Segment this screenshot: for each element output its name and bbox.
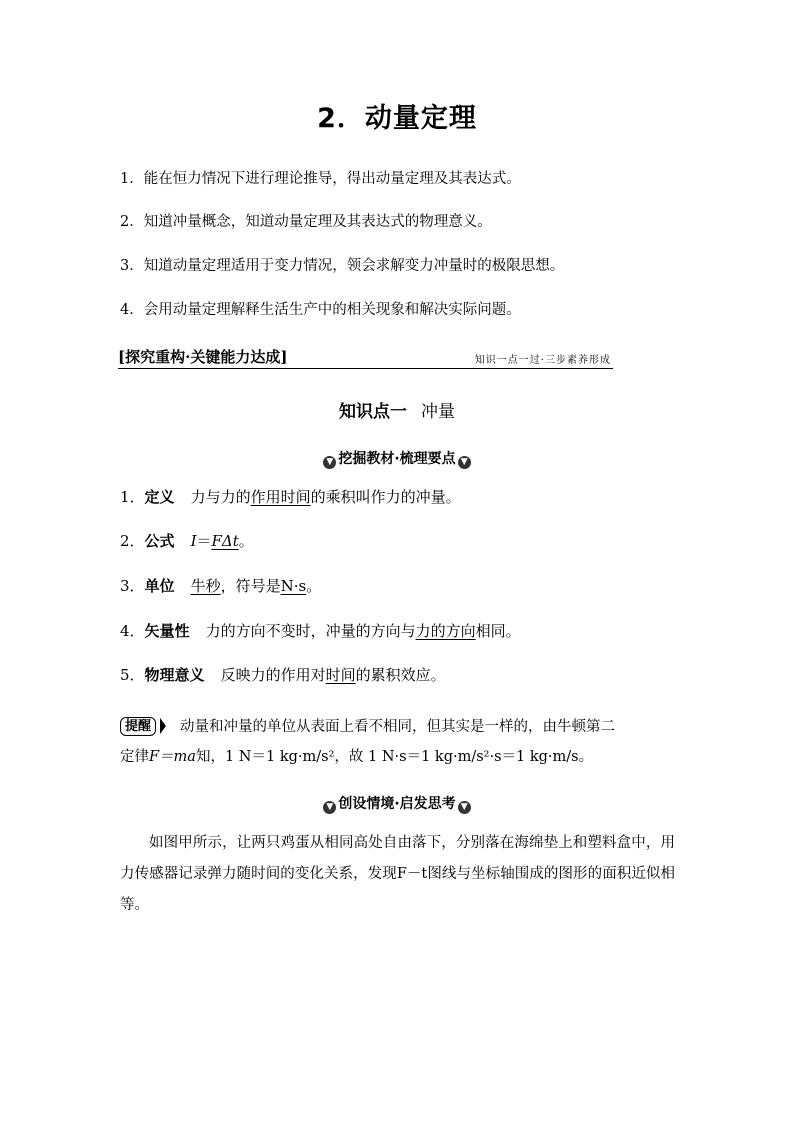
triangle-right-icon [160,718,166,734]
chevron-down-icon: ▼ [323,456,336,469]
item-number: 3． [120,577,145,595]
item-text: 。 [238,532,254,550]
item-answer: 时间 [325,666,356,684]
item-text: ，符号是 [220,577,281,595]
formula-equals: ＝ [196,532,212,550]
objective-1: 1．能在恒力情况下进行理论推导，得出动量定理及其表达式。 [120,171,521,187]
item-unit [120,576,321,596]
item-key: 公式 [144,532,175,550]
objective-2: 2．知道冲量概念，知道动量定理及其表达式的物理意义。 [120,214,492,230]
knowledge-point-topic: 冲量 [421,402,455,422]
item-key: 定义 [144,488,175,506]
tip-text: 动量和冲量的单位从表面上看不相同，但其实是一样的，由牛顿第二 [180,719,616,735]
item-text: 的乘积叫作力的冲量。 [310,488,461,506]
page-title: 2．动量定理 [317,103,477,134]
chevron-down-icon: ▼ [458,801,471,814]
item-text: 。 [306,577,322,595]
item-text: 的累积效应。 [355,666,446,684]
objective-4: 4．会用动量定理解释生活生产中的相关现象和解决实际问题。 [120,302,521,318]
section-bar-subtitle: 知识一点一过·三步素养形成 [474,355,611,366]
knowledge-point-heading [0,397,794,422]
tip-line-2 [120,742,675,772]
item-number: 4． [120,622,145,640]
chevron-down-icon: ▼ [323,801,336,814]
tip-text: 定律 [120,749,149,765]
item-text: 力与力的 [190,488,251,506]
formula-lhs: I [190,532,197,550]
item-text: 相同。 [475,622,521,640]
section-bar-title: [探究重构·关键能力达成] [118,348,288,366]
subheading-textbook [0,448,794,469]
item-physical-meaning [120,665,446,685]
chevron-down-icon: ▼ [458,456,471,469]
item-key: 单位 [144,577,175,595]
item-answer: N·s [280,577,307,595]
tip-formula: F＝ma [149,749,196,765]
scenario-paragraph: 如图甲所示，让两只鸡蛋从相同高处自由落下，分别落在海绵垫上和塑料盒中，用力传感器记录弹力随时间的变化关系，发现F－t图线与坐标轴围成的图形的面积近似相等。 [120,835,675,913]
knowledge-point-label: 知识点一 [339,402,407,422]
tip-text: 知，1 N＝1 kg·m/s²，故 1 N·s＝1 kg·m/s²·s＝1 kg·m/s。 [195,749,594,765]
item-answer: 牛秒 [190,577,221,595]
item-vector [120,621,521,641]
item-answer: FΔt [211,532,239,550]
item-number: 2． [120,532,145,550]
item-answer: 作用时间 [250,488,311,506]
section-bar [118,346,613,369]
item-definition [120,487,461,507]
subheading-textbook-label: 挖掘教材·梳理要点 [338,451,456,467]
item-formula [120,531,254,551]
item-key: 矢量性 [144,622,190,640]
subheading-scenario-label: 创设情境·启发思考 [338,796,456,812]
objective-3: 3．知道动量定理适用于变力情况，领会求解变力冲量时的极限思想。 [120,258,565,274]
tip-badge: 提醒 [120,717,156,736]
item-number: 5． [120,666,145,684]
item-number: 1． [120,488,145,506]
item-answer: 力的方向 [415,622,476,640]
tip-box [120,712,675,772]
subheading-scenario [0,793,794,814]
item-text: 反映力的作用对 [220,666,326,684]
item-text: 力的方向不变时，冲量的方向与 [205,622,416,640]
tip-line-1 [120,712,675,742]
item-key: 物理意义 [144,666,205,684]
